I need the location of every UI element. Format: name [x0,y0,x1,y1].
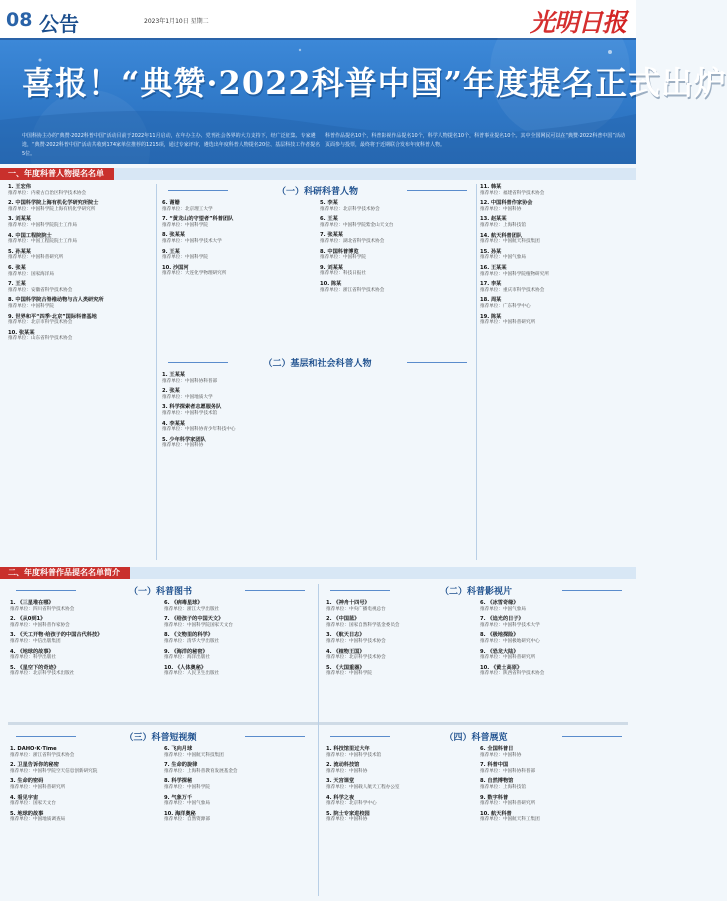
entry-title: 6. 飞向月球 [164,746,193,752]
entry-recommender: 推荐单位：中国科普研究所 [480,801,536,807]
entry-title: 10. 航天科普 [480,810,512,817]
entry-recommender: 推荐单位：中国气象局 [480,606,526,612]
entry-title: 4. 李某某 [162,420,185,427]
lead-paragraph-right: 科普作品提名10个，科普影视作品提名10个，科学人物提名10个，科普事业提名10个。其中全国网民可以在“典赞·2022科普中国”活动页面参与投票，最终将于近期联合发布年度科普人物。 [325,133,625,148]
entry-recommender: 推荐单位：中国科学院紫金山天文台 [320,222,394,228]
entry-title: 7. 科普中国 [480,762,509,769]
entry-recommender: 推荐单位：中央广播电视总台 [326,606,386,612]
entry-recommender: 推荐单位：中国科协 [326,768,368,774]
entry-recommender: 推荐单位：中国科学技术大学 [162,238,222,244]
list-item [10,746,158,759]
section1-column-2b [162,372,470,562]
entry-recommender: 推荐单位：国家自然科学基金委员会 [326,622,400,628]
entry-recommender: 推荐单位：中国科普研究所 [480,655,536,661]
entry-recommender: 推荐单位：浙江省科学技术协会 [320,287,385,293]
entry-title: 1. 王宏伟 [8,184,31,190]
entry-recommender: 推荐单位：北京市科学技术协会 [8,320,73,326]
entry-recommender: 推荐单位：安徽省科学技术协会 [8,287,73,293]
entry-recommender: 推荐单位：中国科学院国家天文台 [164,622,233,628]
entry-title: 2. 流动科技馆 [326,762,360,769]
videos-column-2 [164,746,312,896]
entry-recommender: 推荐单位：科学出版社 [10,655,56,661]
list-item [164,778,312,791]
list-item [8,184,154,197]
entry-recommender: 推荐单位：内蒙古自治区科学技术协会 [8,190,87,196]
list-item [320,232,470,245]
entry-title: 9. 王某 [162,248,180,255]
entry-title: 8. 《文物里的科学》 [164,632,213,639]
list-item [480,184,630,197]
section-bar-2 [0,567,636,579]
entry-title: 9. 《恐龙大陆》 [480,648,519,655]
list-item [162,437,470,450]
entry-recommender: 推荐单位：中国科普作家协会 [10,622,70,628]
entry-recommender: 推荐单位：中国科学技术大学 [480,622,540,628]
entry-recommender: 推荐单位：中国工程院院士工作局 [8,239,77,245]
list-item [10,811,158,824]
entry-recommender: 推荐单位：中国科学技术协会 [326,638,386,644]
list-item [8,265,154,278]
list-item [8,200,154,213]
entry-title: 2. 《从0到1》 [10,616,46,623]
subsection-header: （一）科研科普人物 [160,184,475,197]
entry-recommender: 推荐单位：中国科学院 [162,255,208,261]
list-item [162,372,470,385]
entry-title: 3. 天宫课堂 [326,778,355,785]
entry-recommender: 推荐单位：国家海洋局 [8,271,54,277]
entry-recommender: 推荐单位：中信出版集团 [10,638,61,644]
list-item [320,200,470,213]
entry-recommender: 推荐单位：中国科协科普部 [162,378,218,384]
entry-recommender: 推荐单位：重庆市科学技术协会 [480,287,545,293]
list-item [480,795,628,808]
list-item [162,216,312,229]
entry-title: 16. 王某某 [480,264,507,271]
entry-title: 7. 生命的旋律 [164,762,198,769]
list-item [164,811,312,824]
entry-recommender: 推荐单位：广东科学中心 [480,303,531,309]
entry-recommender: 推荐单位：海洋出版社 [164,655,210,661]
entry-recommender: 推荐单位：陕西省科学技术协会 [480,671,545,677]
entry-title: 7. 《给孩子的中国天文》 [164,616,224,623]
entry-title: 14. 航天科普团队 [480,232,523,239]
entry-title: 8. 科学探秘 [164,778,193,785]
entry-recommender: 推荐单位：中国科普研究所 [8,255,64,261]
subsection-header: （二）基层和社会科普人物 [160,356,475,369]
list-item [8,297,154,310]
entry-recommender: 推荐单位：大连化学物理研究所 [162,271,227,277]
entry-title: 1. 《三星堆在哪》 [10,600,54,606]
videos-column-1 [10,746,158,896]
list-item [320,281,470,294]
entry-title: 5. 少年科学家团队 [162,436,206,443]
list-item [10,649,158,662]
entry-recommender: 推荐单位：山东省科学技术协会 [8,336,73,342]
entry-title: 4. 中国工程院院士 [8,232,52,239]
entry-recommender: 推荐单位：上海科技馆 [480,784,526,790]
issue-date: 2023年1月10日 星期二 [144,18,209,25]
entry-title: 8. 自然博物馆 [480,778,514,785]
list-item [162,265,312,278]
list-item [480,314,630,327]
entry-title: 3. 科学探索者志愿服务队 [162,404,222,411]
entry-recommender: 推荐单位：中国科学院上海有机化学研究所 [8,206,96,212]
entry-title: 15. 孙某 [480,248,502,255]
entry-recommender: 推荐单位：中国科普研究所 [480,320,536,326]
entry-title: 4. 科学之夜 [326,794,355,801]
entry-recommender: 推荐单位：中国科学院 [326,671,372,677]
list-item [8,233,154,246]
entry-title: 9. 数字科普 [480,794,509,801]
entry-recommender: 推荐单位：中国科协 [480,206,522,212]
list-item [164,746,312,759]
entry-title: 12. 中国科普作家协会 [480,200,533,207]
entry-title: 2. 张某 [162,388,180,395]
entry-title: 7. 《追光的日子》 [480,616,524,623]
books-column-2 [164,600,312,718]
entry-title: 10. 陈某 [320,280,342,287]
section1-column-4 [480,184,630,562]
entry-title: 4. 《植物王国》 [326,648,365,655]
entry-recommender: 推荐单位：中国科协青少年科技中心 [162,427,236,433]
section-bar-1 [0,168,636,180]
entry-title: 6. 谢姗 [162,200,180,206]
entry-title: 2. 中国科学院上海有机化学研究所院士 [8,200,99,207]
entry-title: 8. 《极地探险》 [480,632,519,639]
entry-title: 5. 院士专家进校园 [326,810,370,817]
entry-recommender: 推荐单位：中国气象局 [164,801,210,807]
entry-title: 9. 世界和平“四季·北京”国际科普基地 [8,313,97,320]
entry-recommender: 推荐单位：中国科学院植物研究所 [480,271,549,277]
entry-title: 3. 刘某某 [8,216,31,223]
entry-recommender: 推荐单位：中国航天科工集团 [480,817,540,823]
entry-title: 19. 陈某 [480,313,502,320]
subsection-header: （四）科普展览 [322,730,630,743]
list-item [10,632,158,645]
entry-title: 1. 科技馆里过大年 [326,746,370,752]
lead-paragraph-left: 中国科协主办的“典赞·2022科普中国”活动目前于2022年11月启动，在年办主办、党刊社会各界的大力支持下，经广泛征集、专家遴选，“典赞·2022科普中国”活动共收到174家单位推荐的1215项，通过专家评审，遴选出年度科普人物提名20位、基层科技工作者提名5位。 [22,133,321,157]
entry-title: 1. DAHO·K·Time [10,746,57,752]
entry-title: 10. 《黄土高原》 [480,664,523,671]
entry-recommender: 推荐单位：中国科学院 [164,784,210,790]
list-item [162,421,470,434]
list-item [480,249,630,262]
entry-title: 7. 张某某 [320,232,343,239]
entry-title: 6. 《冰雪奇缘》 [480,600,519,606]
column-divider [476,184,477,560]
column-divider [156,184,157,560]
entry-recommender: 推荐单位：国家天文台 [10,801,56,807]
list-item [480,665,628,678]
entry-title: 9. 《海洋的秘密》 [164,648,208,655]
entry-recommender: 推荐单位：四川省科学技术协会 [10,606,75,612]
newspaper-logo: 光明日报 [529,8,626,37]
list-item [320,265,470,278]
entry-title: 3. 生命的密码 [10,778,44,785]
list-item [164,665,312,678]
entry-recommender: 推荐单位：北京理工大学 [162,206,213,212]
entry-title: 9. 气象万千 [164,794,193,801]
subsection-header: （三）科普短视频 [8,730,313,743]
list-item [10,665,158,678]
section-title: 一、年度科普人物提名名单 [0,168,114,180]
list-item [480,778,628,791]
entry-recommender: 推荐单位：中国科学技术馆 [326,752,382,758]
entry-recommender: 推荐单位：中国科协科普部 [480,768,536,774]
entry-title: 10. 沙国河 [162,264,189,271]
films-column-2 [480,600,628,718]
entry-title: 10. 海洋奥秘 [164,810,196,817]
list-item [8,314,154,327]
entry-title: 6. 王某 [320,216,338,223]
entry-recommender: 推荐单位：中国科协 [480,752,522,758]
entry-title: 6. 全国科普日 [480,746,514,752]
headline: 喜报！“典赞·2022科普中国”年度提名正式出炉 [22,64,727,102]
entry-recommender: 推荐单位：湖北省科学技术协会 [320,238,385,244]
entry-title: 10. 《人体奥秘》 [164,664,207,671]
entry-recommender: 推荐单位：中国科普研究所 [10,784,66,790]
entry-title: 17. 李某 [480,281,502,288]
entry-recommender: 推荐单位：中国极地研究中心 [480,638,540,644]
list-item [164,616,312,629]
list-item [480,233,630,246]
list-item [480,762,628,775]
headline-banner [0,40,727,164]
entry-recommender: 推荐单位：中国载人航天工程办公室 [326,784,400,790]
list-item [480,746,628,759]
column-divider [318,584,319,896]
list-item [164,762,312,775]
entry-title: 3. 《航天日志》 [326,632,365,639]
list-item [326,649,474,662]
list-item [480,281,630,294]
list-item [8,281,154,294]
list-item [480,297,630,310]
entry-recommender: 推荐单位：北京科学技术协会 [320,206,380,212]
entry-recommender: 推荐单位：中国航天科技集团 [164,752,224,758]
entry-recommender: 推荐单位：上海科技馆 [480,222,526,228]
entry-recommender: 推荐单位：中国科学院 [8,303,54,309]
entry-recommender: 推荐单位：中国科协 [326,817,368,823]
list-item [10,795,158,808]
section1-column-3 [320,200,470,352]
list-item [480,265,630,278]
entry-recommender: 推荐单位：中国科学院 [162,222,208,228]
list-item [162,200,312,213]
section1-column-1 [8,184,154,562]
list-item [164,632,312,645]
subsection-header: （二）科普影视片 [322,584,630,597]
entry-title: 2. 卫星告诉你的秘密 [10,762,59,769]
list-item [326,811,474,824]
entry-title: 8. 中国科学院古脊椎动物与古人类研究所 [8,297,104,304]
entry-recommender: 推荐单位：北京科学技术协会 [326,655,386,661]
list-item [164,795,312,808]
list-item [10,616,158,629]
list-item [480,649,628,662]
list-item [320,249,470,262]
entry-title: 5. 孙某某 [8,248,31,255]
activities-column-2 [480,746,628,896]
list-item [480,616,628,629]
list-item [162,388,470,401]
entry-title: 3. 《天工开物·给孩子的中国古代科技》 [10,632,103,639]
entry-title: 7. “黄龙山的守望者”科普团队 [162,216,234,223]
subsection-header: （一）科普图书 [8,584,313,597]
entry-title: 11. 韩某 [480,184,502,190]
entry-title: 10. 张某某 [8,329,35,336]
entry-recommender: 推荐单位：中国科学院空天信息创新研究院 [10,768,98,774]
entry-recommender: 推荐单位：北京科学中心 [326,801,377,807]
list-item [480,216,630,229]
list-item [326,778,474,791]
list-item [480,811,628,824]
list-item [162,249,312,262]
entry-title: 5. 《星空下的奇迹》 [10,664,59,671]
list-item [320,216,470,229]
entry-recommender: 推荐单位：中国地质调查局 [10,817,66,823]
entry-title: 6. 张某 [8,264,26,271]
list-item [8,330,154,343]
entry-title: 18. 周某 [480,297,502,304]
activities-column-1 [326,746,474,896]
films-column-1 [326,600,474,718]
entry-recommender: 推荐单位：中国科学院 [320,255,366,261]
entry-title: 2. 《中国蓝》 [326,616,360,623]
list-item [480,600,628,613]
list-item [480,200,630,213]
list-item [164,649,312,662]
page-number: 08 [6,9,33,31]
list-item [480,632,628,645]
list-item [326,746,474,759]
entry-title: 4. 《地球的故事》 [10,648,54,655]
entry-recommender: 推荐单位：中国航天科技集团 [480,239,540,245]
entry-title: 1. 王某某 [162,372,185,378]
entry-recommender: 推荐单位：中国科学院院士工作局 [8,222,77,228]
list-item [162,404,470,417]
section-name: 公告 [39,12,79,36]
list-item [326,795,474,808]
list-item [162,232,312,245]
entry-recommender: 推荐单位：上海科普教育发展基金会 [164,768,238,774]
list-item [326,762,474,775]
entry-title: 9. 刘某某 [320,264,343,271]
entry-recommender: 推荐单位：中国地质大学 [162,394,213,400]
section1-column-2 [162,200,312,352]
list-item [10,778,158,791]
entry-recommender: 推荐单位：中国科学技术馆 [162,410,218,416]
entry-title: 8. 中国科普博览 [320,248,359,255]
list-item [164,600,312,613]
entry-recommender: 推荐单位：人民卫生出版社 [164,671,220,677]
entry-title: 6. 《病毒星球》 [164,600,203,606]
entry-recommender: 推荐单位：福建省科学技术协会 [480,190,545,196]
entry-title: 5. 《大国重器》 [326,664,365,671]
list-item [326,600,474,613]
entry-recommender: 推荐单位：中国科协 [162,443,204,449]
entry-recommender: 推荐单位：中国气象局 [480,255,526,261]
entry-title: 5. 地球的故事 [10,810,44,817]
list-item [8,216,154,229]
entry-recommender: 推荐单位：浙江大学出版社 [164,606,220,612]
entry-title: 5. 李某 [320,200,338,206]
list-item [10,600,158,613]
list-item [326,632,474,645]
entry-title: 4. 看见宇宙 [10,794,39,801]
entry-recommender: 推荐单位：清华大学出版社 [164,638,220,644]
entry-recommender: 推荐单位：科技日报社 [320,271,366,277]
books-column-1 [10,600,158,718]
entry-recommender: 推荐单位：北京科学技术出版社 [10,671,75,677]
list-item [326,665,474,678]
entry-recommender: 推荐单位：自然资源部 [164,817,210,823]
entry-title: 1. 《神舟十四号》 [326,600,370,606]
list-item [8,249,154,262]
entry-title: 13. 赵某某 [480,216,507,223]
entry-title: 8. 张某某 [162,232,185,239]
entry-recommender: 推荐单位：浙江省科学技术协会 [10,752,75,758]
entry-title: 7. 王某 [8,281,26,288]
section-title: 二、年度科普作品提名名单简介 [0,567,130,579]
list-item [10,762,158,775]
list-item [326,616,474,629]
